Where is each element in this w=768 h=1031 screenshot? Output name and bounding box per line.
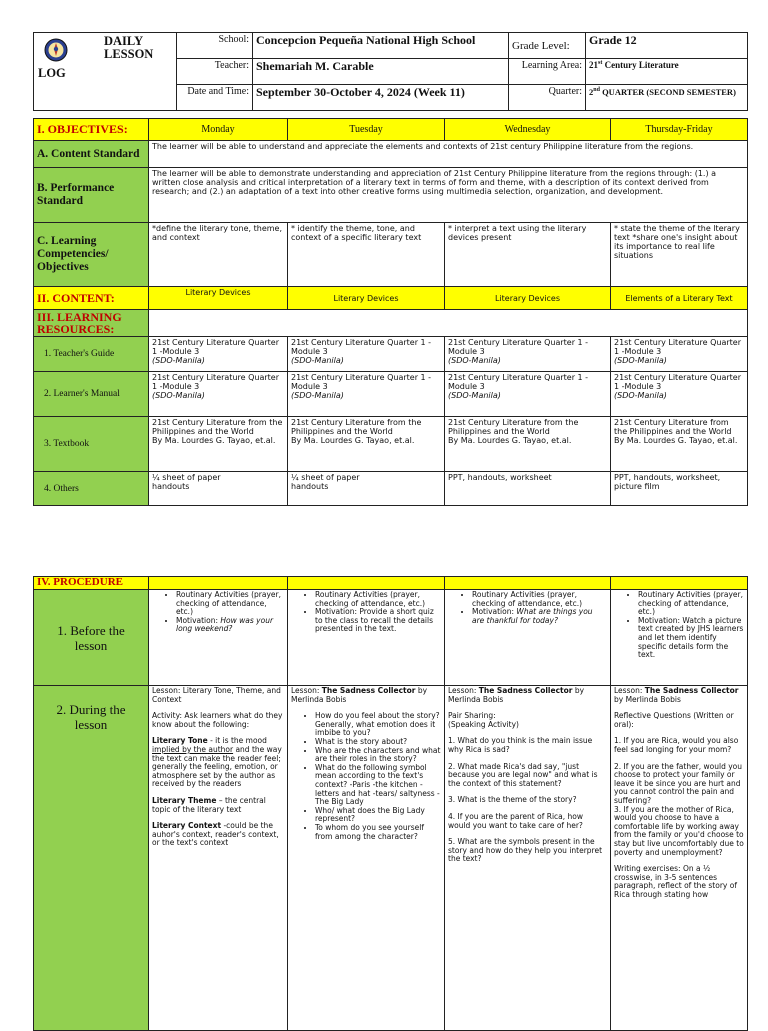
resource-cell: 21st Century Literature Quarter 1 - Module 3 (SDO-Manila) [445, 337, 611, 372]
content-standard-label: A. Content Standard [34, 141, 149, 168]
resources-heading-blank [149, 310, 748, 337]
resource-row [34, 337, 748, 372]
title-cell [34, 33, 177, 111]
deped-seal-icon [44, 38, 68, 62]
performance-standard-text: The learner will be able to demonstrate understanding and appreciation of 21st Century Philippine literature from the regions through: (1.) a written close analysis and critical interpretation of a literary text in terms of form and theme, with a description of its context derived from research; and (2.) an adaptation of a text into other creative forms using multimedia selection, organization, and development. [149, 168, 748, 223]
resource-label: 2. Learner's Manual [34, 372, 149, 417]
content-heading: II. CONTENT: [34, 287, 149, 310]
day-tuesday: Tuesday [288, 119, 445, 141]
resource-cell: 21st Century Literature Quarter 1 -Module 3 (SDO-Manila) [149, 337, 288, 372]
before-wednesday: • Routinary Activities (prayer, checking of attendance, etc.) • Motivation: What are things you are thankful for today? [445, 590, 611, 686]
resources-heading: III. LEARNING RESOURCES: [34, 310, 149, 337]
day-wednesday: Wednesday [445, 119, 611, 141]
procedure-table [33, 576, 748, 1031]
resource-row [34, 472, 748, 506]
title-lesson: LESSON [104, 47, 154, 61]
before-thursday: • Routinary Activities (prayer, checking of attendance, etc.) • Motivation: Watch a picture text created by JHS learners and let them identify specific details form the text. [611, 590, 748, 686]
resource-label: 4. Others [34, 472, 149, 506]
procedure-heading: IV. PROCEDURE [34, 577, 149, 590]
objectives-heading: I. OBJECTIVES: [34, 119, 149, 141]
day-monday: Monday [149, 119, 288, 141]
procedure-blank [288, 577, 445, 590]
resource-cell: ¼ sheet of paper handouts [149, 472, 288, 506]
header-table [33, 32, 748, 111]
quarter-label: Quarter: [509, 85, 586, 111]
area-label: Learning Area: [509, 59, 586, 85]
resource-cell: 21st Century Literature Quarter 1 -Module 3 (SDO-Manila) [611, 372, 748, 417]
competency-tuesday: * identify the theme, tone, and context of a specific literary text [288, 223, 445, 287]
resource-cell: PPT, handouts, worksheet, picture film [611, 472, 748, 506]
quarter-value: 2nd QUARTER (SECOND SEMESTER) [586, 85, 748, 111]
title-daily: DAILY [104, 34, 144, 48]
during-tuesday: Lesson: The Sadness Collector by Merlinda Bobis • How do you feel about the story? Generally, what emotion does it imbibe to you? • What is the story about? • Who are the characters and what are their roles in the story? • What do the following symbol mean according to the text's context? -Paris -the kitchen -letters and hat -tears/ saltyness -The Big Lady • Who/ what does the Big Lady represent? • To whom do you see yourself from among the character? [288, 686, 445, 1031]
school-value: Concepcion Pequeña National High School [253, 33, 509, 59]
resource-cell: PPT, handouts, worksheet [445, 472, 611, 506]
date-label: Date and Time: [177, 85, 253, 111]
resource-cell: 21st Century Literature from the Philippines and the World By Ma. Lourdes G. Tayao, et.al. [611, 417, 748, 472]
during-wednesday: Lesson: The Sadness Collector by Merlinda Bobis Pair Sharing: (Speaking Activity) 1. What do you think is the main issue why Rica is sad? 2. What made Rica's dad say, "just because you are legal now" and what is the context of this statement? 3. What is the theme of the story? 4. If you are the parent of Rica, how would you want to take care of her? 5. What are the symbols present in the story and how do they help you interpret the text? [445, 686, 611, 1031]
resource-cell: 21st Century Literature Quarter 1 -Module 3 (SDO-Manila) [611, 337, 748, 372]
before-tuesday: • Routinary Activities (prayer, checking of attendance, etc.) • Motivation: Provide a short quiz to the class to recall the details presented in the text. [288, 590, 445, 686]
resource-cell: 21st Century Literature from the Philippines and the World By Ma. Lourdes G. Tayao, et.al. [149, 417, 288, 472]
procedure-blank [445, 577, 611, 590]
objectives-table [33, 118, 748, 506]
resource-cell: ¼ sheet of paper handouts [288, 472, 445, 506]
content-wednesday: Literary Devices [445, 287, 611, 310]
resource-cell: 21st Century Literature from the Philippines and the World By Ma. Lourdes G. Tayao, et.al. [288, 417, 445, 472]
teacher-value: Shemariah M. Carable [253, 59, 509, 85]
before-monday: • Routinary Activities (prayer, checking of attendance, etc.) • Motivation: How was your long weekend? [149, 590, 288, 686]
area-value: 21st Century Literature [586, 59, 748, 85]
content-monday: Literary Devices [149, 287, 288, 310]
resource-row [34, 372, 748, 417]
before-lesson-label: 1. Before the lesson [34, 590, 149, 686]
content-standard-text: The learner will be able to understand and appreciate the elements and contexts of 21st century Philippine literature from the regions. [149, 141, 748, 168]
resource-cell: 21st Century Literature Quarter 1 -Module 3 (SDO-Manila) [288, 372, 445, 417]
resource-cell: 21st Century Literature Quarter 1 -Module 3 (SDO-Manila) [149, 372, 288, 417]
during-monday: Lesson: Literary Tone, Theme, and Context Activity: Ask learners what do they know about the following: Literary Tone - it is the mood implied by the author and the way the text can make the reader feel; generally the feeling, emotion, or atmosphere set by the author as received by the readers Literary Theme – the central topic of the literary text Literary Context -could be the auhor's context, reader's context, or the text's context [149, 686, 288, 1031]
performance-standard-label: B. Performance Standard [34, 168, 149, 223]
competency-monday: *define the literary tone, theme, and context [149, 223, 288, 287]
day-thursday-friday: Thursday-Friday [611, 119, 748, 141]
procedure-blank [149, 577, 288, 590]
title-log: LOG [38, 66, 66, 80]
during-thursday: Lesson: The Sadness Collector by Merlinda Bobis Reflective Questions (Written or oral): 1. If you are Rica, would you also feel sad longing for your mom? 2. If you are the father, would you choose to protect your family or leave it be since you are hurt and you cannot control the pain and suffering? 3. If you are the mother of Rica, would you choose to have a comfortable life by working away from the family or you'd choose to stay but live uncomfortably due to poverty and unemployment? Writing exercises: On a ½ crosswise, in 3-5 sentences paragraph, reflect of the story of Rica through stating how [611, 686, 748, 1031]
content-thursday: Elements of a Literary Text [611, 287, 748, 310]
resource-label: 3. Textbook [34, 417, 149, 472]
resource-cell: 21st Century Literature Quarter 1 -Module 3 (SDO-Manila) [288, 337, 445, 372]
school-label: School: [177, 33, 253, 59]
resource-cell: 21st Century Literature Quarter 1 - Module 3 (SDO-Manila) [445, 372, 611, 417]
resource-row [34, 417, 748, 472]
grade-label: Grade Level: [509, 33, 586, 59]
procedure-blank [611, 577, 748, 590]
resource-cell: 21st Century Literature from the Philippines and the World By Ma. Lourdes G. Tayao, et.al. [445, 417, 611, 472]
date-value: September 30-October 4, 2024 (Week 11) [253, 85, 509, 111]
during-lesson-label: 2. During the lesson [34, 686, 149, 1031]
grade-value: Grade 12 [586, 33, 748, 59]
competency-thursday: * state the theme of the lterary text *share one's insight about its importance to real life situations [611, 223, 748, 287]
teacher-label: Teacher: [177, 59, 253, 85]
competencies-label: C. Learning Competencies/ Objectives [34, 223, 149, 287]
competency-wednesday: * interpret a text using the literary devices present [445, 223, 611, 287]
resource-label: 1. Teacher's Guide [34, 337, 149, 372]
content-tuesday: Literary Devices [288, 287, 445, 310]
